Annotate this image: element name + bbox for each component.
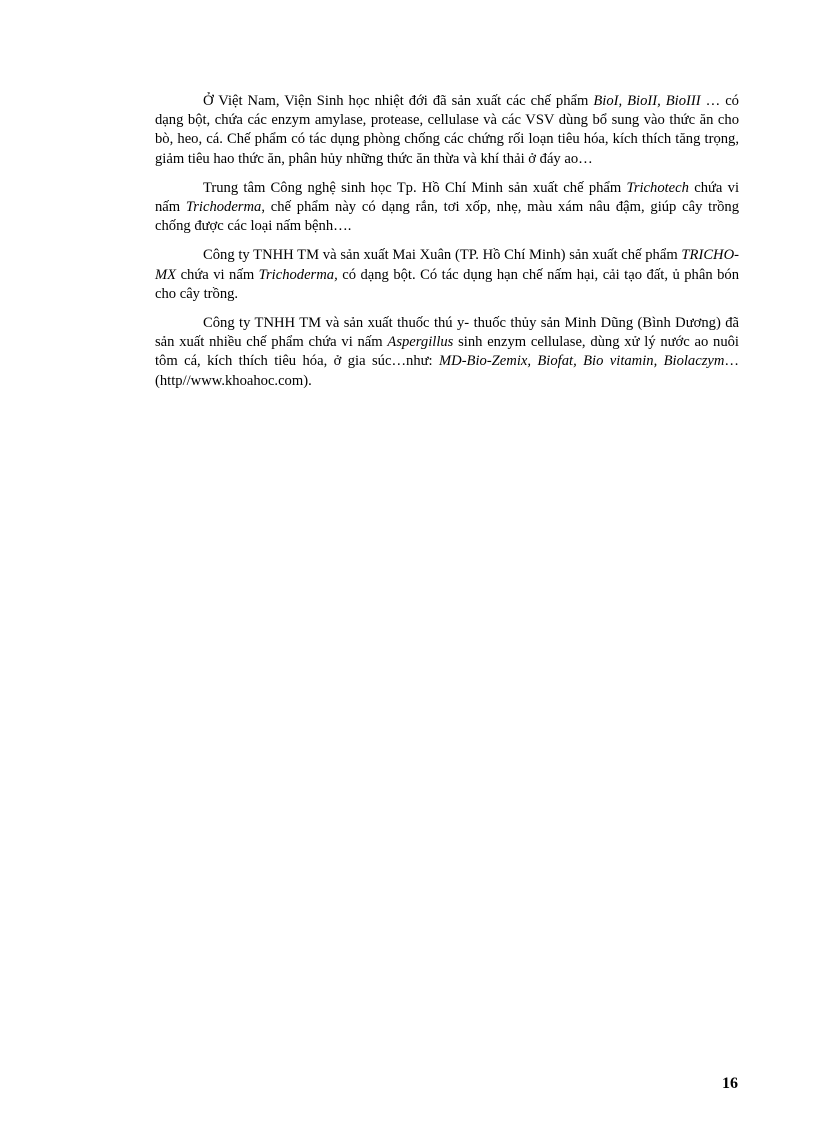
italic-term: Trichoderma: [185, 199, 262, 216]
paragraph: [155, 246, 739, 304]
text-run: chứa vi nấm: [176, 266, 259, 283]
text-run: có dạng bột. Có tác dụng hạn chế nấm hại, cải tạo đất, ủ phân bón cho cây trồng.: [155, 266, 739, 302]
text-run: … có dạng bột, chứa các enzym amylase, protease, cellulase và các VSV dùng bổ sung vào thức ăn cho bò, heo, cá. Chế phẩm có tác dụng phòng chống các chứng rối loạn tiêu hóa, kích thích tăng trọng, giảm tiêu hao thức ăn, phân hủy những thức ăn thừa và khí thải ở đáy ao…: [155, 93, 739, 167]
text-run: sinh enzym cellulase, dùng xử lý nước ao nuôi tôm cá, kích thích tiêu hóa, ở gia súc…như:: [155, 334, 739, 370]
italic-term: MD-Bio-Zemix, Biofat, Bio vitamin, Biolaczym: [439, 353, 725, 370]
text-run: Trung tâm Công nghệ sinh học Tp. Hồ Chí Minh sản xuất chế phẩm: [203, 179, 627, 196]
text-run: chứa vi nấm: [155, 179, 739, 216]
italic-term: Trichoderma,: [258, 266, 338, 283]
italic-term: TRICHO-MX: [155, 247, 739, 283]
paragraph: [155, 92, 739, 169]
paragraph: [155, 179, 739, 237]
text-run: , chế phẩm này có dạng rắn, tơi xốp, nhẹ, màu xám nâu đậm, giúp cây trồng chống được các loại nấm bệnh….: [155, 199, 739, 235]
text-run: Công ty TNHH TM và sản xuất Mai Xuân (TP. Hồ Chí Minh) sản xuất chế phẩm: [203, 247, 682, 264]
italic-term: Trichotech: [626, 179, 689, 196]
italic-term: Aspergillus: [387, 334, 454, 351]
italic-term: BioI, BioII, BioIII: [593, 93, 701, 109]
body-text: [155, 92, 739, 401]
page-number: 16: [722, 1075, 738, 1092]
paragraph: [155, 314, 739, 391]
text-run: …(http//www.khoahoc.com).: [155, 353, 740, 389]
text-run: Công ty TNHH TM và sản xuất thuốc thú y- thuốc thủy sản Minh Dũng (Bình Dương) đã sản xuất nhiều chế phẩm chứa vi nấm: [155, 315, 739, 351]
text-run: Ở Việt Nam, Viện Sinh học nhiệt đới đã sản xuất các chế phẩm: [203, 93, 594, 109]
